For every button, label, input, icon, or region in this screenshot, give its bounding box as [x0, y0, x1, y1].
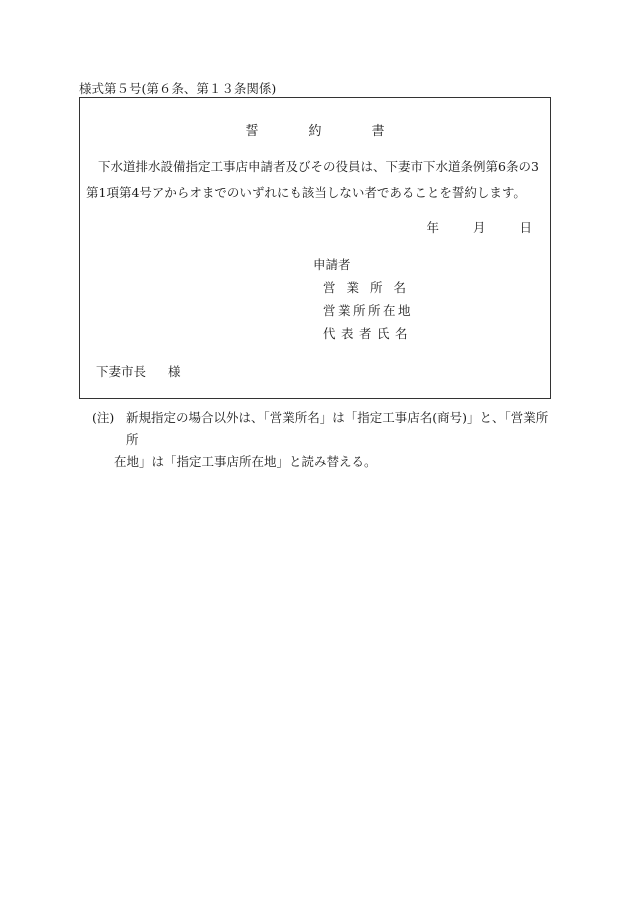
- date-line: [426, 218, 532, 236]
- field-office-address: 営業所所在地: [323, 303, 414, 318]
- pledge-statement: 下水道排水設備指定工事店申請者及びその役員は、下妻市下水道条例第6条の3第1項第4号アからオまでのいずれにも該当しない者であることを誓約します。: [86, 159, 539, 200]
- date-month-label: 月: [472, 220, 486, 235]
- addressee: [96, 362, 181, 380]
- pledge-form-frame: [79, 97, 551, 399]
- footnote-text-line1: 新規指定の場合以外は、「営業所名」は「指定工事店名(商号)」と、「営業所所: [126, 410, 549, 447]
- footnote-text-line2: 在地」は「指定工事店所在地」と読み替える。: [114, 454, 377, 469]
- footnote: [92, 407, 560, 473]
- footnote-first-line: [92, 407, 560, 451]
- document-title: 誓約書: [245, 124, 435, 139]
- field-representative-name: 代表者氏名: [323, 326, 414, 341]
- form-number-label: 様式第５号(第６条、第１３条関係): [79, 81, 277, 96]
- addressee-honorific: 様: [168, 364, 181, 379]
- footnote-label: (注): [92, 410, 115, 425]
- applicant-label: 申請者: [313, 257, 351, 272]
- addressee-name: 下妻市長: [96, 364, 147, 379]
- field-office-name: 営業所名: [323, 280, 418, 295]
- date-day-label: 日: [519, 220, 532, 235]
- date-year-label: 年: [426, 220, 439, 235]
